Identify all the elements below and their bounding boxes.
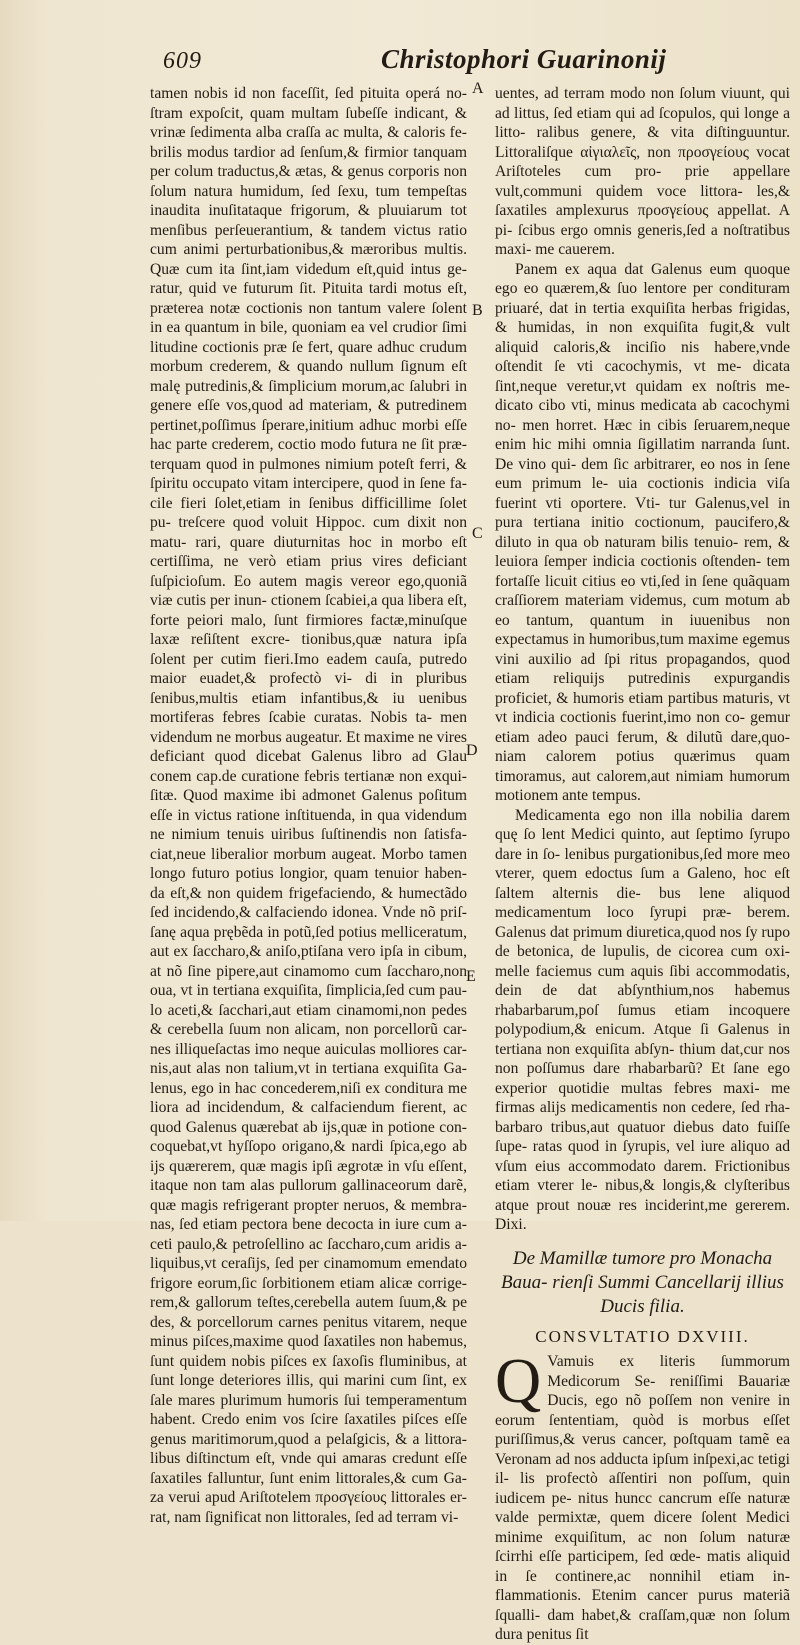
margin-letter-b: B — [472, 302, 483, 319]
left-column — [150, 84, 467, 1526]
right-column — [495, 84, 790, 1643]
margin-letter-a: A — [472, 80, 484, 97]
page-header — [163, 44, 793, 84]
margin-letter-c: C — [472, 525, 483, 542]
right-paragraph-3: Medicamenta ego non illa nobilia darem quę ſo lent Medici quinto, aut ſeptimo ſyrupo dare in ſo- lenibus purgationibus,ſed more meo vterer, quem edoctus ſum a Galeno, hoc eſt ſaltem alternis die- bus lene aliquod medicamentum loco ſyrupi præ- berem. Galenus dat primum diuretica,quod nos ſy rupo de betonica, de lupulis, de cicorea cum oxi- melle faciemus cum aquis ſibi accommodatis, dein de dat abſynthium,nos habemus rhabarbarum,poſ ſumus etiam incoquere polypodium,& enicum. Atque ſi Galenus in tertiana non exquiſita abſyn- thium dat,cur nos non poſſumus dare rhabarbarũ? Et ſane ego experior quotidie multas febres maxi- me firmas alijs medicamentis non cedere, ſed rha- barbaro tribus,aut quatuor diebus dato fuiſſe ſupe- ratas quod in ſyrupis, vel iure aliquo ad vſum eius accommodato darem. Frictionibus etiam vterer le- nibus,& longis,& clyſteribus atque prout nouæ res inciderint,me gererem. Dixi. — [495, 806, 790, 1233]
consultation-title: CONSVLTATIO DXVIII. — [535, 1326, 750, 1346]
right-paragraph-1: uentes, ad terram modo non ſolum viuunt, qui ad littus, ſed etiam qui ad ſcopulos, qui longe a litto- ralibus genere, & vita diſtinguuntur. Littoraliſque αἰγιαλεῖς, non προσγείους vocat Ariſtoteles cum pro- prie appellare vult,communi quidem voce littora- les,& ſaxatiles amplexurus προσγείους appellat. A pi- ſcibus ergo omnis generis,ſed a noſtratibus maxi- me cauerem. — [495, 85, 790, 258]
page-number: 609 — [163, 48, 202, 74]
margin-letter-d: D — [466, 742, 478, 759]
section-title: De Mamillæ tumore pro Monacha Baua- rienſi Summi Cancellarij illius Ducis filia. — [501, 1247, 784, 1317]
right-paragraph-4-text: Vamuis ex literis ſummorum Medicorum Se- reniſſimi Bauariæ Ducis, ego nõ poſſem non venire in eorum ſententiam, quòd is morbus eſſet puriſſimus,& verus cancer, poſtquam tamẽ ea Veronam ad nos adducta ipſum inſpexi,ac tetigi il- lis profectò aſſentiri non poſſum, quin iudicem pe- nitus huncc cancrum eſſe naturæ valde permixtæ, quem dicere ſolent Medici minime exquiſitum, ac non ſolum naturæ ſcirrhi eſſe participem, ſed œde- matis aliquid in ſe continere,ac nonnihil etiam in- flammationis. Etenim cancer purus materiã ſqualli- dam habet,& craſſam,quæ non ſolum dura penitus ſit — [495, 1353, 790, 1643]
right-paragraph-4 — [495, 1345, 790, 1645]
margin-letter-e: E — [466, 968, 476, 985]
left-column-text: tamen nobis id non faceſſit, ſed pituita operá no- ſtram expoſcit, quam multam ſubeſſe indicant, & vrinæ ſedimenta alba craſſa ac multa, & caloris fe- brilis modus tardior ad ſenſum,& firmior tanquam per colum traductus,& ætas, & genus corporis non ſolum natura humidum, ſed ſexu, tum tempeſtas inaudita inuſitataque frigorum, & pluuiarum tot menſibus perſeuerantium, & tandem victus ratio cum animi perturbationibus,& mæroribus multis. Quæ cum ita ſint,iam videdum eſt,quid intus ge- ratur, quid ve futurum ſit. Pituita tardi motus eſt, præterea notæ coctionis non tantum valere ſolent in ea quantum in bile, quoniam ea vel crudior ſimi litudine coctionis præ ſe fert, quare adhuc crudum morbum crederem, & quando nullum ſignum eſt malę putredinis,& ſimplicium morum,ac ſalubri in genere eſſe vos,quod ad materiam, & putredinem pertinet,poſſimus ſperare,initium adhuc morbi eſſe hac parte crederem, coctio modo futura ne ſit præ- terquam quod in pulmones nimium poteſt ferri, & ſpiritu occupato vitam intercipere, quod in ſene fa- cile fieri ſolet,etiam in ſenibus difficillime ſolet pu- treſcere quod voluit Hippoc. cum dixit non matu- rari, quare diuturnitas hoc in morbo eſt certiſſima, ne verò etiam prius vires deficiant ſuſpicioſum. Eo autem magis vereor ego,quoniã viæ cutis per inun- ctionem ſcabiei,a qua libera eſt, forte peiori malo, ſunt firmiores factæ,minuſque laxæ reſiſtent excre- tionibus,quæ natura ipſa ſolent per cutim fieri.Imo eadem cauſa, putredo maior euadet,& profectò vi- di in pluribus ſenibus,multis etiam infantibus,& iu uenibus mortiferas febres ſcabie curatas. Nobis ta- men videndum ne morbus augeatur. Et maxime ne vires deficiant quod dicebat Galenus libro ad Glau conem cap.de curatione febris tertianæ non exqui- ſitæ. Quod maxime ibi admonet Galenus poſitum eſſe in victus ratione inſtituenda, in qua videndum ne nimium tenuis uiribus ſuſtinendis non ſatisfa- ciat,neue liberalior morbum augeat. Morbo tamen longo futuro potius longior, quam tenuior haben- da eſt,& non quidem frigefaciendo, & humectãdo ſed incidendo,& calfaciendo idonea. Vnde nõ priſ- ſanę aqua prębẽda in potũ,ſed potius melliceratum, aut ex ſaccharo,& aniſo,ptiſana vero ipſa in cibum, at nõ ſine pipere,aut cinamomo cum ſaccharo,non oua, vt in tertiana exquiſita, ſimplicia,ſed cum pau- lo aceti,& ſacchari,aut etiam cinamomi,non pedes & cerebella ſuum non alicam, non porcellorũ car- nes illiqueſactas imo neque auiculas molliores car- nis,aut alas non talium,vt in tertiana exquiſita Ga- lenus, ego in hac concederem,niſi ex conditura me liora ad incidendum, & calfaciendum fierent, ac quod Galenus quærebat ab ijs,quæ in potione con- coquebat,vt hyſſopo origano,& nardi ſpica,ego ab ijs quærerem, quæ magis ipſi ægrotæ in vſu eſſent, itaque non tam alas pullorum gallinaceorum darẽ, quæ magis refrigerant propter neruos, & membra- nas, ſed etiam pectora bene decocta in iure cum a- ceti paulo,& petroſellino ac ſaccharo,cum aridis a- liquibus,vt ceraſijs, ſed per cinamomum emendato frigore eorum,ſic ſorbitionem etiam alicæ corrige- rem,& gallorum teſtes,cerebella autem ſuum,& pe des, & porcellorum carnes penitus vitarem, neque minus piſces,maxime quod ſaxatiles non habemus, ſunt quidem nobis piſces ex ſaxoſis fluminibus, at ſunt longe deteriores illis, qui marini cum ſint, ex ſale mares plurimum humoris ſui temperamentum habent. Credo enim vos ſcire ſaxatiles piſces eſſe genus maritimorum,quod a pelaſgicis, & a littora- libus diſtinctum eſt, vnde qui amaras credunt eſſe ſaxatiles falluntur, ſunt enim littorales,& cum Ga- za verui apud Ariſtotelem προσγείους littorales er- rat, nam ſignificat non littorales, ſed ad terram vi- — [150, 85, 467, 1526]
right-paragraph-2: Panem ex aqua dat Galenus eum quoque ego eo quærem,& ſuo lentore per condituram priuaré, dat in tertia exquiſita herbas frigidas, & humidas, in non exquiſita fugit,& vult aliquid caloris,& inciſio nis habere,vnde oſtendit ſe vti cacochymis, vt me- dicata ſint,neque veretur,vt quidam ex noſtris me- dicato cibo vti, minus medicata ab cacochymi no- men horret. Hæc in cibis ſeruarem,neque enim hic mihi omnia ſigillatim narranda ſunt. De vino qui- dem ſic arbitrarer, eo nos in ſene eum primum le- uia coctionis indicia viſa fuerint vti oportere. Vti- tur Galenus,vel in pura tertiana initio coctionum, paucifero,& diluto in qua ob naturam bilis tenuio- rem, & leuiora ſemper indicia coctionis oſtenden- tem fortaſſe licuit citius eo vti,ſed in ſene quãquam craſſiorem materiam videmus, cum motum ab eo tantum, quantum in iuuenibus non expectamus in humoribus,tum maxime egemus vini auxilio ad ſpi ritus propagandos, quod etiam reliquijs putredinis expurgandis proficiet, & humoris etiam partibus maturis, vt vt indicia coctionis fuerint,imo non co- gemur etiam adeo pauci ferum, & dilutũ dare,quo- niam calorem potius quærimus quam timoramus, aut calorem,aut nimiam humorum motionem ante tempus. — [495, 260, 790, 804]
running-head: Christophori Guarinonij — [381, 44, 667, 74]
drop-cap: Q — [495, 1345, 542, 1416]
